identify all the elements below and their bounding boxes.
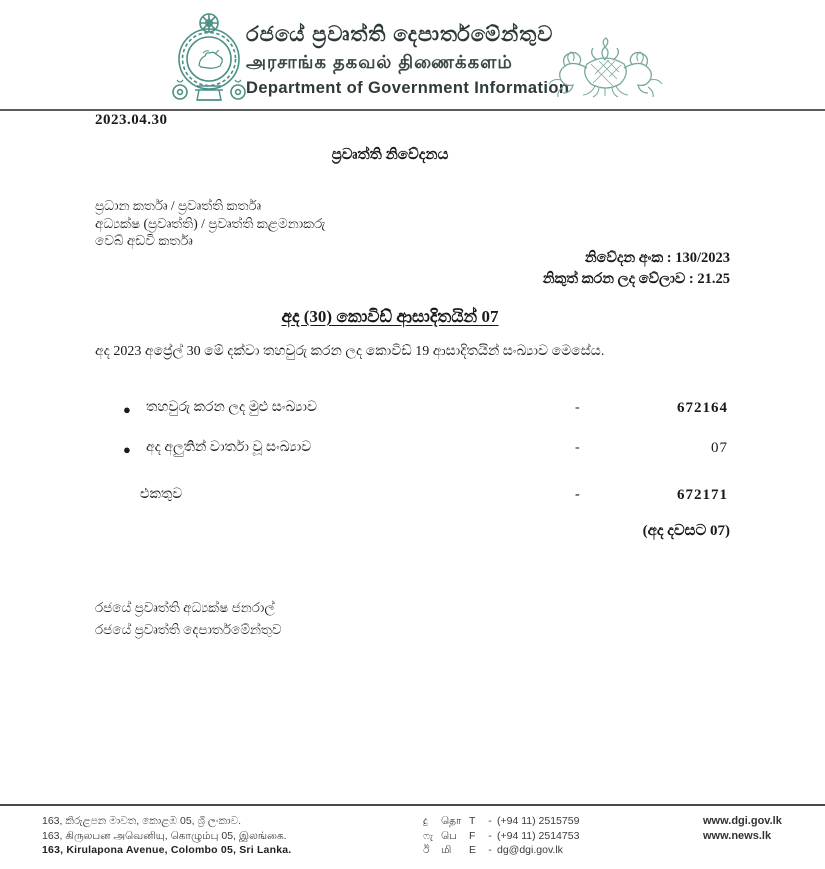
document-type-title: ප්‍රවෘත්ති නිවේදනය xyxy=(331,147,449,163)
stat-dash: - xyxy=(575,400,580,415)
email-label-en: E xyxy=(469,844,477,856)
fax-label-en: F xyxy=(469,829,476,842)
stat-row-grand-total xyxy=(0,487,825,507)
press-release-heading: අද (30) කොවිඩ් ආසාදිතයින් 07 xyxy=(281,307,499,326)
telephone-number: (+94 11) 2515759 xyxy=(497,815,580,827)
stat-row-new-today xyxy=(0,440,825,460)
traditional-swan-motif-icon xyxy=(543,30,668,109)
stat-dash: - xyxy=(575,440,580,455)
addressee-line: අධ්‍යක්ෂ (ප්‍රවෘත්ති) / ප්‍රවෘත්ති කළමනාකරු xyxy=(95,215,326,231)
address-english: 163, Kirulapona Avenue, Colombo 05, Sri Lanka. xyxy=(42,844,292,856)
website-news: www.news.lk xyxy=(703,830,772,842)
contact-row-email xyxy=(423,843,579,858)
header-divider xyxy=(0,109,825,111)
separator: - xyxy=(488,829,492,842)
department-name-sinhala: රජයේ ප්‍රවෘත්ති දෙපාර්තමේන්තුව xyxy=(246,23,554,46)
contact-row-telephone xyxy=(423,814,579,829)
stat-label: අද අලුතින් වාර්තා වූ සංඛ්‍යාව xyxy=(146,440,312,455)
email-address: dg@dgi.gov.lk xyxy=(497,844,563,856)
release-info-block xyxy=(543,248,730,290)
fax-label-ta: பெ xyxy=(441,829,457,842)
stat-value: 07 xyxy=(711,440,728,456)
signature-department: රජයේ ප්‍රවෘත්ති දෙපාර්තමේන්තුව xyxy=(95,622,282,637)
email-label-si: ඊ xyxy=(423,844,430,856)
bullet-icon: ● xyxy=(123,442,131,457)
total-label: එකතුව xyxy=(140,487,183,502)
email-label-ta: மி xyxy=(441,844,452,856)
stat-label: තහවුරු කරන ලද මුළු සංඛ්‍යාව xyxy=(146,400,318,415)
website-dgi: www.dgi.gov.lk xyxy=(703,815,782,827)
fax-label-si: ෆැ xyxy=(423,829,434,842)
today-count-note: (අද දවසට 07) xyxy=(642,523,730,539)
signature-title: රජයේ ප්‍රවෘත්ති අධ්‍යක්ෂ ජනරාල් xyxy=(95,600,275,615)
telephone-label-ta: தொ xyxy=(441,815,462,827)
department-name-english: Department of Government Information xyxy=(246,79,570,97)
footer-contact-block xyxy=(423,814,579,858)
total-dash: - xyxy=(575,487,580,502)
total-value: 672171 xyxy=(677,487,728,503)
separator: - xyxy=(488,844,492,856)
department-name-tamil: அரசாங்க தகவல் திணைக்களம் xyxy=(246,52,513,72)
release-number: නිවේදන අංක : 130/2023 xyxy=(584,250,730,266)
issued-time: නිකුත් කරන ලද වේලාව : 21.25 xyxy=(542,271,730,287)
contact-row-fax xyxy=(423,829,579,844)
sri-lanka-national-emblem-icon xyxy=(163,10,255,111)
footer-websites-block xyxy=(703,814,782,844)
stat-row-total-confirmed xyxy=(0,400,825,420)
addressee-line: ප්‍රධාන කර්තෘ / ප්‍රවෘත්ති කර්තෘ xyxy=(95,198,262,213)
intro-paragraph: අද 2023 අප්‍රේල් 30 මේ දක්වා තහවුරු කරන ලද කොවිඩ් 19 ආසාදිතයින් සංඛ්‍යාව මෙසේය. xyxy=(95,344,605,359)
signature-block xyxy=(95,597,282,641)
address-tamil: 163, கிருலபன அவெனியு, கொழும்பு 05, இலங்கை. xyxy=(42,829,287,842)
telephone-label-en: T xyxy=(469,815,476,827)
department-name-block xyxy=(246,20,569,101)
addressee-list xyxy=(95,197,325,250)
telephone-label-si: දු xyxy=(423,815,428,827)
stat-value: 672164 xyxy=(677,400,728,416)
fax-number: (+94 11) 2514753 xyxy=(497,829,580,842)
address-sinhala: 163, කිරුළපන මාවත, කොළඹ 05, ශ්‍රී ලංකාව. xyxy=(42,815,242,827)
separator: - xyxy=(488,815,492,827)
footer-divider xyxy=(0,804,825,806)
bullet-icon: ● xyxy=(123,402,131,417)
footer-address-block xyxy=(42,814,291,858)
addressee-line: වෙබ් අඩවි කර්තෘ xyxy=(95,233,193,248)
document-date: 2023.04.30 xyxy=(95,112,168,128)
